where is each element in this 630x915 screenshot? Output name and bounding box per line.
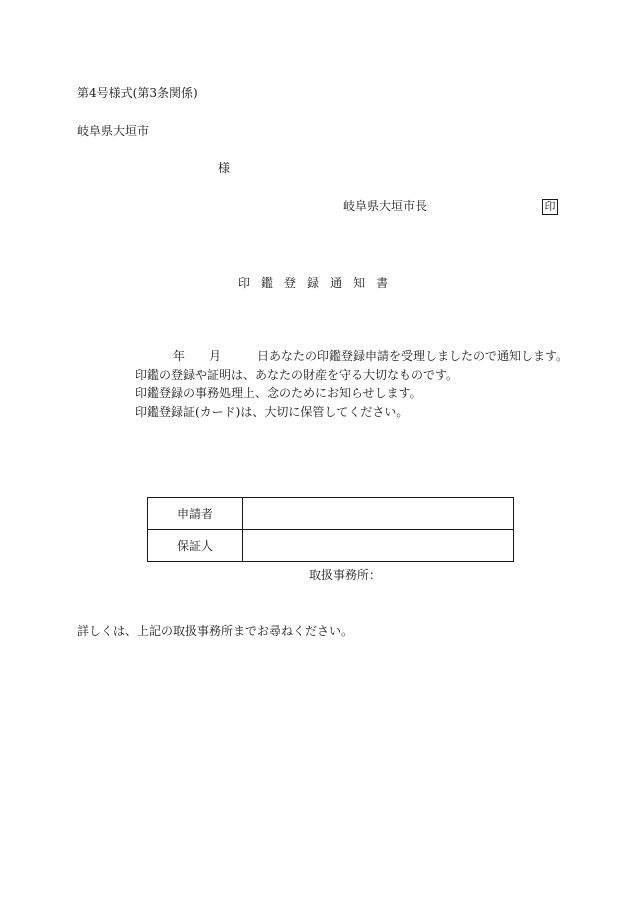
title-char: 鑑 <box>261 276 274 290</box>
issuer-name: 岐阜県大垣市長 <box>343 199 428 213</box>
title-char: 録 <box>307 276 320 290</box>
table-row <box>148 498 514 530</box>
title-char: 登 <box>284 276 297 290</box>
body-line-4: 印鑑登録証(カード)は、大切に保管してください。 <box>135 405 409 419</box>
date-month-label: 月 <box>209 349 222 363</box>
body-line-3: 印鑑登録の事務処理上、念のためにお知らせします。 <box>135 386 422 400</box>
applicant-table <box>147 497 514 562</box>
table-row <box>148 530 514 562</box>
title-char: 書 <box>376 276 389 290</box>
date-year-label: 年 <box>173 349 186 363</box>
title-char: 印 <box>238 276 251 290</box>
applicant-value <box>243 498 514 530</box>
document-title <box>238 274 388 291</box>
form-number: 第4号様式(第3条関係) <box>77 86 198 100</box>
office-label: 取扱事務所： <box>309 568 382 582</box>
footer-note: 詳しくは、上記の取扱事務所までお尋ねください。 <box>77 624 354 638</box>
seal-mark: 印 <box>542 199 558 215</box>
title-char: 知 <box>353 276 366 290</box>
body-line-2: 印鑑の登録や証明は、あなたの財産を守る大切なものです。 <box>135 368 459 382</box>
title-char: 通 <box>330 276 343 290</box>
guarantor-value <box>243 530 514 562</box>
guarantor-label: 保証人 <box>148 530 243 562</box>
body-line-1: 日あなたの印鑑登録申請を受理しましたので通知します。 <box>257 349 569 363</box>
city-name: 岐阜県大垣市 <box>77 124 150 138</box>
addressee-honorific: 様 <box>218 161 231 175</box>
applicant-label: 申請者 <box>148 498 243 530</box>
